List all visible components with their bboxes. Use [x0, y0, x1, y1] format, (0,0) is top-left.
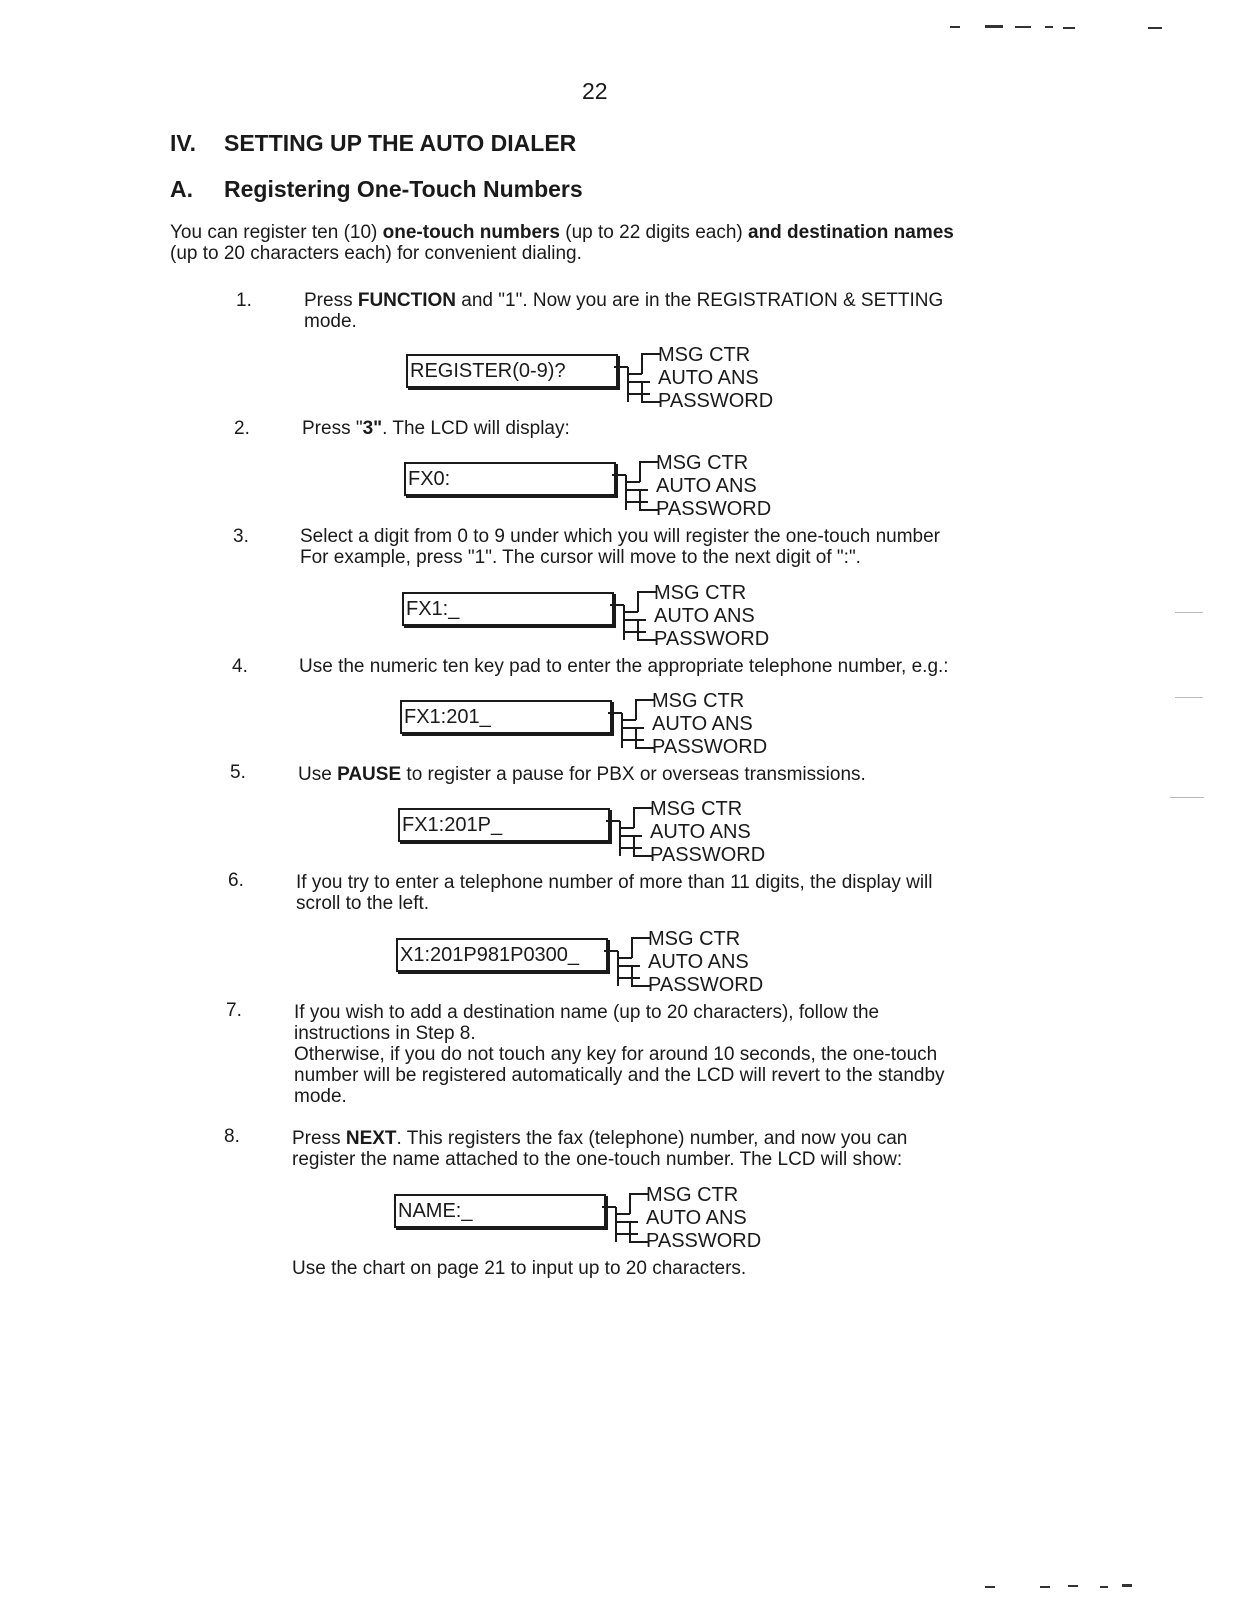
step-text-run: Use the numeric ten key pad to enter the appropriate telephone number, e.g.: — [299, 656, 949, 677]
mode-labels — [650, 798, 765, 867]
step-text-run: . The LCD will display: — [382, 418, 570, 439]
scan-mark — [1100, 1586, 1108, 1588]
step-text-run: Use — [298, 764, 338, 785]
lcd-display: FX1:_ — [402, 592, 614, 626]
step-text — [299, 656, 999, 677]
mode-label: MSG CTR — [646, 1184, 739, 1206]
scan-mark — [1170, 797, 1204, 798]
step-bold-text: PAUSE — [337, 764, 402, 785]
mode-label: MSG CTR — [656, 452, 749, 474]
mode-label: PASSWORD — [654, 628, 770, 650]
mode-label: MSG CTR — [648, 928, 741, 950]
step-text-run: For example, press "1". The cursor will move to the next digit of ":". — [300, 547, 861, 568]
mode-label: AUTO ANS — [656, 475, 757, 497]
section-heading — [170, 130, 576, 157]
step-text-run: scroll to the left. — [296, 893, 430, 914]
mode-labels — [652, 690, 767, 759]
scan-mark — [1040, 1586, 1050, 1588]
intro-bold-text: and destination names — [748, 222, 954, 243]
mode-labels — [658, 344, 773, 413]
mode-label: PASSWORD — [648, 974, 764, 996]
step-text-run: number will be registered automatically and the LCD will revert to the standby — [294, 1065, 945, 1086]
bracket-icon — [600, 1184, 650, 1254]
step-text — [302, 418, 1002, 439]
step-number: 1. — [236, 290, 252, 311]
section-title: SETTING UP THE AUTO DIALER — [224, 130, 577, 156]
step-text-run: Select a digit from 0 to 9 under which you will register the one-touch number — [300, 526, 940, 547]
mode-label: MSG CTR — [652, 690, 745, 712]
step-number: 7. — [226, 1000, 242, 1021]
mode-label: PASSWORD — [650, 844, 766, 866]
scan-mark — [985, 1586, 995, 1588]
lcd-display: FX1:201P_ — [398, 808, 610, 842]
mode-label: AUTO ANS — [646, 1207, 747, 1229]
bracket-icon — [612, 344, 662, 414]
scan-mark — [1063, 27, 1075, 29]
step-text — [292, 1128, 992, 1170]
mode-label: PASSWORD — [658, 390, 774, 412]
mode-labels — [646, 1184, 761, 1253]
step-number: 4. — [232, 656, 248, 677]
section-number: IV. — [170, 130, 197, 156]
step-text — [296, 872, 996, 914]
mode-label: PASSWORD — [646, 1230, 762, 1252]
step-bold-text: FUNCTION — [357, 290, 457, 311]
lcd-display: X1:201P981P0300_ — [396, 938, 608, 972]
intro-bold-text: one-touch numbers — [382, 222, 560, 243]
mode-labels — [654, 582, 769, 651]
step-number: 6. — [228, 870, 244, 891]
mode-label: MSG CTR — [650, 798, 743, 820]
scan-mark — [1175, 697, 1203, 698]
step-bold-text: 3" — [362, 418, 383, 439]
page-number: 22 — [582, 78, 608, 104]
step-text-run: to register a pause for PBX or overseas transmissions. — [401, 764, 866, 785]
scan-mark — [1148, 27, 1162, 29]
mode-labels — [656, 452, 771, 521]
scan-mark — [1045, 26, 1053, 28]
step-text-run: Press — [304, 290, 358, 311]
step-text-run: instructions in Step 8. — [294, 1023, 476, 1044]
bracket-icon — [606, 690, 656, 760]
mode-label: MSG CTR — [654, 582, 747, 604]
bracket-icon — [608, 582, 658, 652]
mode-labels — [648, 928, 763, 997]
bracket-icon — [602, 928, 652, 998]
bracket-icon — [610, 452, 660, 522]
lcd-diagram — [394, 1184, 774, 1554]
step-text-run: . This registers the fax (telephone) number, and now you can — [396, 1128, 908, 1149]
lcd-display: REGISTER(0-9)? — [406, 354, 618, 388]
mode-label: AUTO ANS — [654, 605, 755, 627]
mode-label: PASSWORD — [656, 498, 772, 520]
scan-mark — [1122, 1584, 1132, 1587]
mode-label: MSG CTR — [658, 344, 751, 366]
step-text-run: mode. — [304, 311, 357, 332]
step-text-run: register the name attached to the one-touch number. The LCD will show: — [292, 1149, 903, 1170]
step-text — [298, 764, 998, 785]
intro-text: You can register ten (10) — [170, 222, 383, 243]
subsection-heading — [170, 176, 583, 203]
lcd-display: FX0: — [404, 462, 616, 496]
step-text-run: Press " — [302, 418, 363, 439]
step-text-run: Press — [292, 1128, 346, 1149]
scan-mark — [1068, 1585, 1078, 1587]
step-text-run: Otherwise, if you do not touch any key for around 10 seconds, the one-touch — [294, 1044, 938, 1065]
step-number: 5. — [230, 762, 246, 783]
scan-mark — [1175, 612, 1203, 613]
step-text-run: mode. — [294, 1086, 347, 1107]
step-number: 2. — [234, 418, 250, 439]
subsection-letter: A. — [170, 176, 193, 202]
scan-mark — [950, 26, 960, 28]
lcd-display: NAME:_ — [394, 1194, 606, 1228]
bracket-icon — [604, 798, 654, 868]
step-text — [304, 290, 1004, 332]
intro-text: (up to 22 digits each) — [560, 222, 748, 243]
closing-text: Use the chart on page 21 to input up to 20 characters. — [292, 1258, 747, 1279]
subsection-title: Registering One-Touch Numbers — [224, 176, 583, 202]
step-text-run: and "1". Now you are in the REGISTRATION & SETTING — [456, 290, 944, 311]
lcd-display: FX1:201_ — [400, 700, 612, 734]
scan-mark — [1015, 26, 1031, 28]
step-text — [300, 526, 1000, 568]
scan-mark — [985, 25, 1003, 28]
step-text-run: If you wish to add a destination name (up to 20 characters), follow the — [294, 1002, 880, 1023]
step-number: 8. — [224, 1126, 240, 1147]
intro-text: (up to 20 characters each) for convenient dialing. — [170, 243, 582, 264]
mode-label: PASSWORD — [652, 736, 768, 758]
step-text — [294, 1002, 994, 1107]
step-number: 3. — [233, 526, 249, 547]
mode-label: AUTO ANS — [652, 713, 753, 735]
step-bold-text: NEXT — [345, 1128, 397, 1149]
intro-paragraph — [170, 222, 1020, 264]
step-text-run: If you try to enter a telephone number of more than 11 digits, the display will — [296, 872, 933, 893]
mode-label: AUTO ANS — [658, 367, 759, 389]
mode-label: AUTO ANS — [650, 821, 751, 843]
mode-label: AUTO ANS — [648, 951, 749, 973]
